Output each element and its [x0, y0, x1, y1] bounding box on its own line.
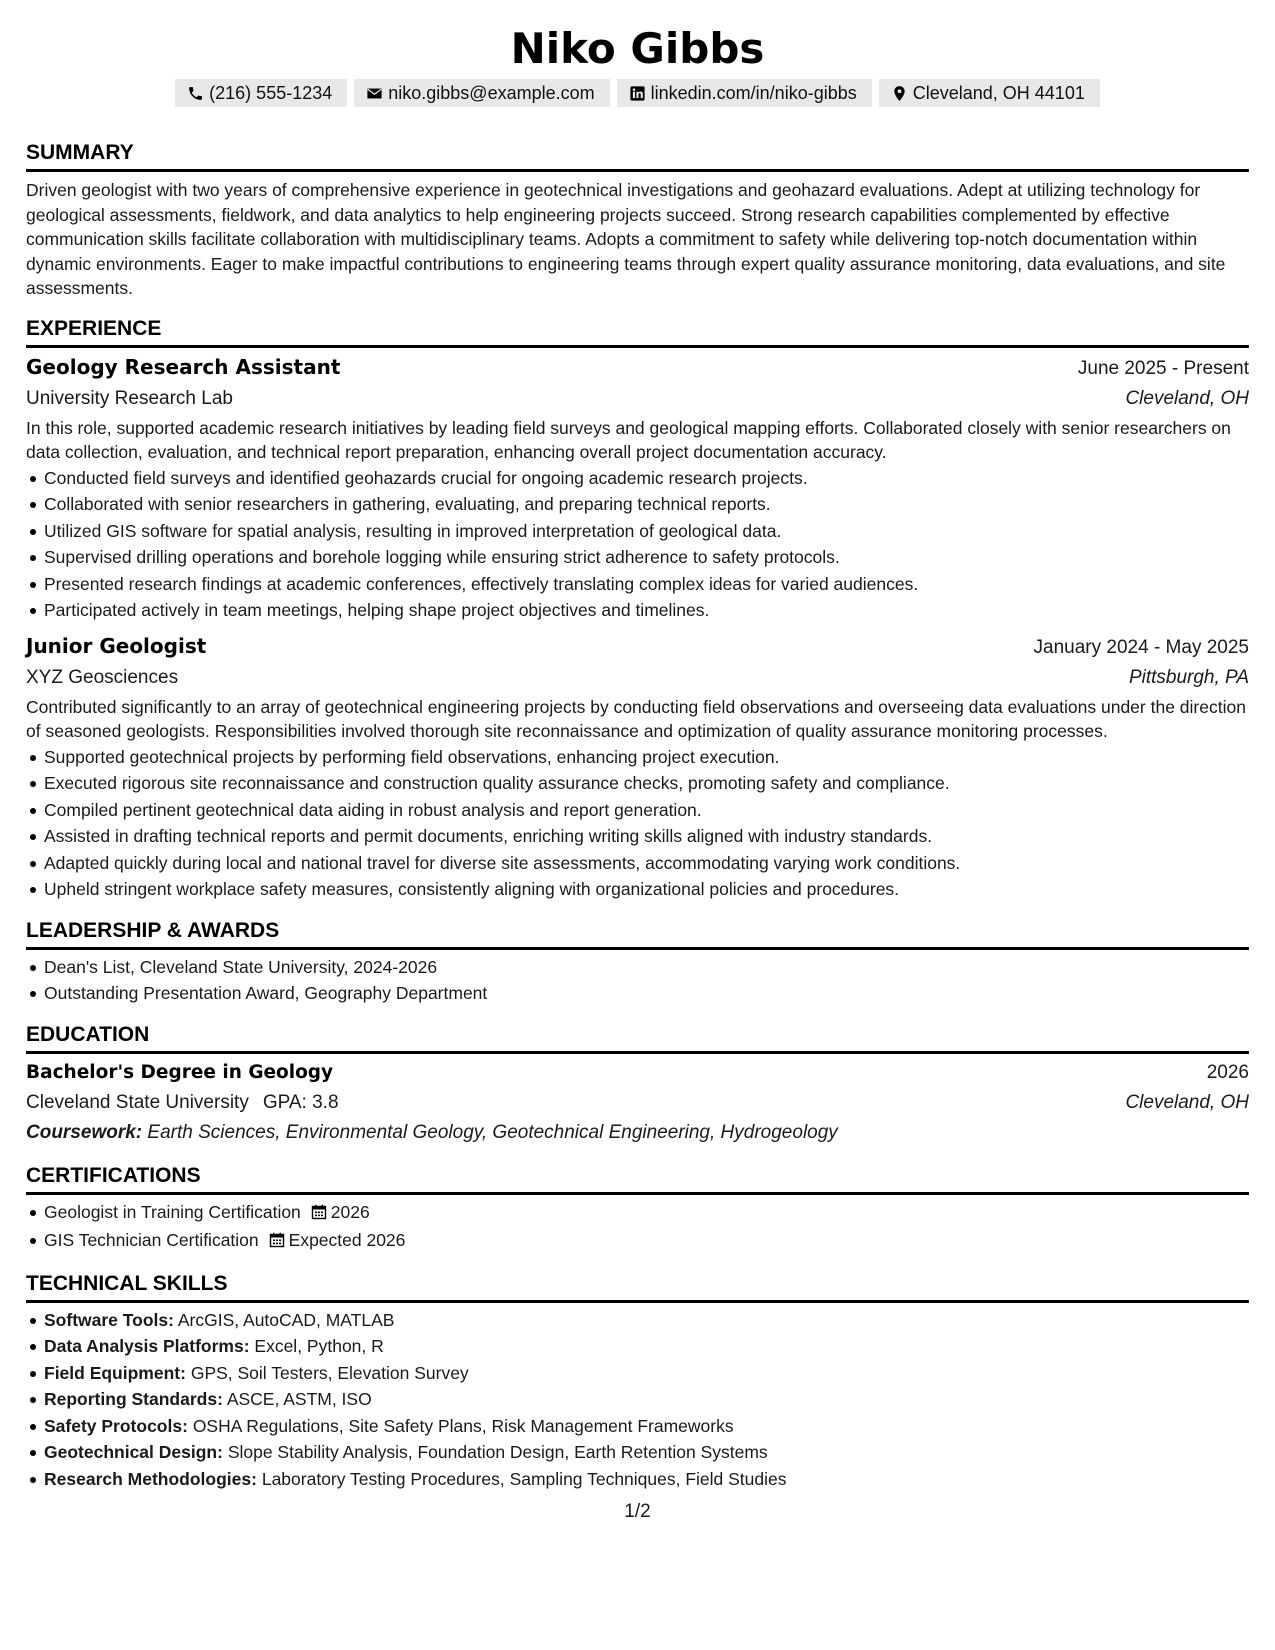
job-title: Geology Research Assistant — [26, 354, 341, 379]
cert-name: GIS Technician Certification — [44, 1230, 259, 1250]
list-item — [44, 1466, 1249, 1493]
list-item: Supervised drilling operations and borehole logging while ensuring strict adherence to safety protocols. — [44, 544, 1249, 571]
skill-label: Reporting Standards: — [44, 1389, 223, 1409]
list-item — [44, 1333, 1249, 1360]
skills-list — [26, 1307, 1249, 1493]
graduation-year: 2026 — [1206, 1061, 1249, 1083]
job-location: Cleveland, OH — [1125, 387, 1249, 409]
education-heading: EDUCATION — [26, 1021, 1249, 1054]
cert-date: Expected 2026 — [288, 1230, 406, 1250]
map-pin-icon — [891, 85, 908, 102]
location-chip — [879, 79, 1100, 107]
list-item — [44, 1307, 1249, 1334]
candidate-name: Niko Gibbs — [510, 24, 765, 73]
job-description: In this role, supported academic research initiatives by leading field surveys and geological mapping efforts. Collaborated closely with senior researchers on data collection, evaluation, and technical report preparation, enhancing overall project documentation accuracy. — [26, 417, 1231, 462]
leadership-list — [26, 954, 1249, 1007]
list-item — [44, 1413, 1249, 1440]
job-title: Junior Geologist — [26, 633, 207, 658]
location-text: Cleveland, OH 44101 — [912, 83, 1085, 103]
skill-label: Geotechnical Design: — [44, 1442, 223, 1462]
summary-section — [26, 139, 1249, 301]
experience-heading: EXPERIENCE — [26, 315, 1249, 348]
summary-heading: SUMMARY — [26, 139, 1249, 172]
summary-text: Driven geologist with two years of comprehensive experience in geotechnical investigations and geohazard evaluations. Adept at utilizing technology for geological assessments, fieldwork, and data analytics to help engineering projects succeed. Strong research capabilities complemented by effective communication skills facilitate collaboration with multidisciplinary teams. Adopts a commitment to safety while delivering top-notch documentation within dynamic environments. Eager to make impactful contributions to engineering teams through expert quality assurance monitoring, data evaluations, and site assessments. — [26, 180, 1226, 298]
job-entry — [26, 352, 1249, 624]
certifications-section — [26, 1162, 1249, 1256]
list-item: Upheld stringent workplace safety measures, consistently aligning with organizational policies and procedures. — [44, 876, 1249, 903]
list-item: Utilized GIS software for spatial analysis, resulting in improved interpretation of geological data. — [44, 518, 1249, 545]
skill-value: ASCE, ASTM, ISO — [226, 1389, 372, 1409]
skill-label: Safety Protocols: — [44, 1415, 188, 1436]
certifications-list — [26, 1199, 1249, 1256]
list-item: Presented research findings at academic conferences, effectively translating complex ideas for varied audiences. — [44, 571, 1249, 598]
list-item: Dean's List, Cleveland State University, 2024-2026 — [44, 954, 1249, 981]
linkedin-text: linkedin.com/in/niko-gibbs — [650, 83, 857, 103]
skill-value: ArcGIS, AutoCAD, MATLAB — [177, 1309, 395, 1330]
list-item: Executed rigorous site reconnaissance and construction quality assurance checks, promoting safety and compliance. — [44, 770, 1249, 797]
coursework-line — [26, 1118, 1249, 1148]
phone-icon — [187, 85, 204, 102]
skill-label: Software Tools: — [44, 1309, 174, 1330]
calendar-icon — [311, 1201, 327, 1228]
list-item — [44, 1227, 1249, 1256]
cert-name: Geologist in Training Certification — [44, 1201, 301, 1222]
linkedin-icon — [629, 85, 646, 102]
experience-section — [26, 315, 1249, 903]
certifications-heading: CERTIFICATIONS — [26, 1162, 1249, 1195]
school-line — [26, 1088, 339, 1118]
list-item — [44, 1199, 1249, 1228]
job-entry — [26, 631, 1249, 903]
list-item: Outstanding Presentation Award, Geography Department — [44, 980, 1249, 1007]
education-section — [26, 1021, 1249, 1148]
school-name: Cleveland State University — [26, 1091, 249, 1113]
phone-text: (216) 555-1234 — [209, 83, 333, 103]
leadership-heading: LEADERSHIP & AWARDS — [26, 917, 1249, 950]
school-location: Cleveland, OH — [1125, 1091, 1249, 1113]
coursework-list: Earth Sciences, Environmental Geology, Geotechnical Engineering, Hydrogeology — [147, 1121, 838, 1143]
skill-value: Laboratory Testing Procedures, Sampling Techniques, Field Studies — [261, 1468, 787, 1489]
contact-bar — [26, 79, 1249, 107]
skill-value: Excel, Python, R — [254, 1336, 384, 1356]
degree-title: Bachelor's Degree in Geology — [26, 1061, 334, 1083]
job-description: Contributed significantly to an array of geotechnical engineering projects by conducting field observations and overseeing data evaluations under the direction of seasoned geologists. Responsibilities involved thorough site reconnaissance and optimization of quality assurance monitoring processes. — [26, 696, 1246, 741]
email-text: niko.gibbs@example.com — [388, 83, 595, 103]
cert-date: 2026 — [330, 1201, 370, 1222]
list-item: Collaborated with senior researchers in gathering, evaluating, and preparing technical reports. — [44, 491, 1249, 518]
skill-value: OSHA Regulations, Site Safety Plans, Risk Management Frameworks — [192, 1415, 734, 1436]
list-item: Participated actively in team meetings, helping shape project objectives and timelines. — [44, 597, 1249, 624]
list-item — [44, 1386, 1249, 1413]
list-item: Conducted field surveys and identified geohazards crucial for ongoing academic research projects. — [44, 465, 1249, 492]
coursework-label: Coursework: — [26, 1121, 143, 1143]
job-location: Pittsburgh, PA — [1128, 666, 1249, 688]
page-number: 1/2 — [624, 1501, 651, 1522]
job-date: June 2025 - Present — [1077, 357, 1249, 379]
list-item: Supported geotechnical projects by performing field observations, enhancing project execution. — [44, 744, 1249, 771]
skill-label: Data Analysis Platforms: — [44, 1336, 250, 1356]
job-company: University Research Lab — [26, 387, 233, 409]
skills-section — [26, 1270, 1249, 1493]
list-item: Adapted quickly during local and national travel for diverse site assessments, accommodating varying work conditions. — [44, 850, 1249, 877]
gpa: GPA: 3.8 — [262, 1091, 339, 1113]
list-item — [44, 1439, 1249, 1466]
list-item: Assisted in drafting technical reports and permit documents, enriching writing skills aligned with industry standards. — [44, 823, 1249, 850]
skill-label: Research Methodologies: — [44, 1468, 257, 1489]
linkedin-chip[interactable] — [617, 79, 872, 107]
email-chip[interactable] — [354, 79, 609, 107]
job-bullets — [26, 465, 1249, 624]
skill-value: GPS, Soil Testers, Elevation Survey — [190, 1362, 469, 1383]
skills-heading: TECHNICAL SKILLS — [26, 1270, 1249, 1303]
calendar-icon — [269, 1229, 285, 1256]
list-item: Compiled pertinent geotechnical data aiding in robust analysis and report generation. — [44, 797, 1249, 824]
job-date: January 2024 - May 2025 — [1033, 636, 1249, 658]
phone-chip[interactable] — [175, 79, 347, 107]
skill-value: Slope Stability Analysis, Foundation Design, Earth Retention Systems — [227, 1442, 768, 1462]
leadership-section — [26, 917, 1249, 1007]
skill-label: Field Equipment: — [44, 1362, 186, 1383]
job-bullets — [26, 744, 1249, 903]
list-item — [44, 1360, 1249, 1387]
job-company: XYZ Geosciences — [26, 666, 179, 688]
envelope-icon — [366, 85, 383, 102]
